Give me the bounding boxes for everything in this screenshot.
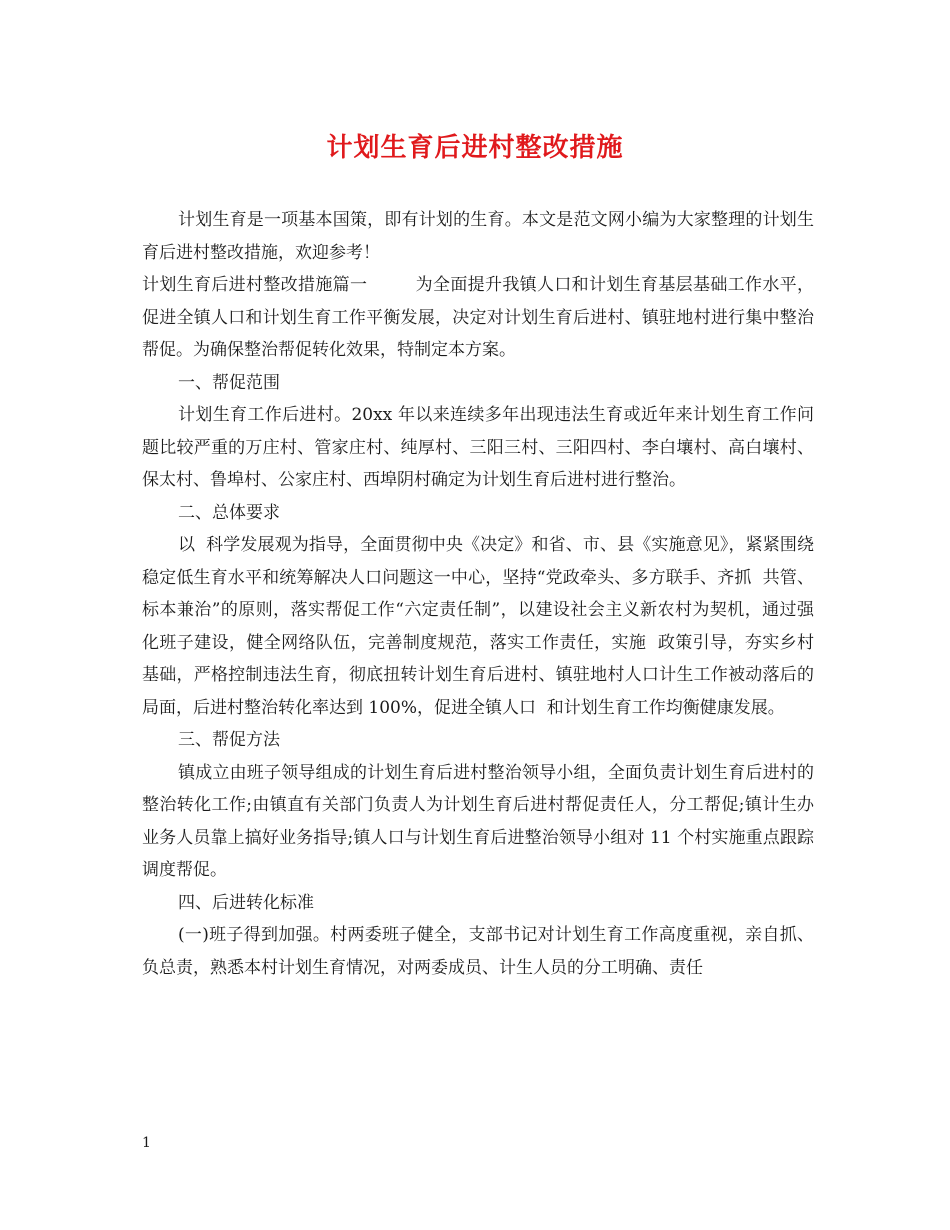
section-heading-requirements: 二、总体要求 [178, 502, 280, 523]
document-body [142, 204, 814, 984]
section-heading-methods: 三、帮促方法 [178, 730, 280, 750]
document-title: 计划生育后进村整改措施 [326, 133, 624, 163]
paragraph-standards: (一)班子得到加强。村两委班子健全，支部书记对计划生育工作高度重视，亲自抓、负总责，熟悉本村计划生育情况，对两委成员、计生人员的分工明确、责任 [142, 925, 814, 978]
paragraph-part-one [142, 269, 814, 367]
paragraph-intro: 计划生育是一项基本国策，即有计划的生育。本文是范文网小编为大家整理的计划生育后进村整改措施，欢迎参考！ [142, 210, 814, 263]
part-one-heading: 计划生育后进村整改措施篇一 [142, 275, 368, 295]
paragraph-methods: 镇成立由班子领导组成的计划生育后进村整治领导小组，全面负责计划生育后进村的整治转化工作;由镇直有关部门负责人为计划生育后进村帮促责任人，分工帮促;镇计生办业务人员靠上搞好业务指导;镇人口与计划生育后进整治领导小组对 11 个村实施重点跟踪调度帮促。 [142, 762, 814, 880]
paragraph-scope: 计划生育工作后进村。20xx 年以来连续多年出现违法生育或近年来计划生育工作问题比较严重的万庄村、管家庄村、纯厚村、三阳三村、三阳四村、李白壤村、高白壤村、保太村、鲁埠村、公家庄村、西埠阴村确定为计划生育后进村进行整治。 [142, 405, 814, 490]
page-number: 1 [142, 1135, 151, 1151]
paragraph-requirements: 以 科学发展观为指导，全面贯彻中央《决定》和省、市、县《实施意见》，紧紧围绕稳定低生育水平和统筹解决人口问题这一中心，坚持“党政牵头、多方联手、齐抓 共管、标本兼治”的原则，落实帮促工作“六定责任制”，以建设社会主义新农村为契机，通过强化班子建设，健全网络队伍，完善制度规范，落实工作责任，实施 政策引导，夯实乡村基础，严格控制违法生育，彻底扭转计划生育后进村、镇驻地村人口计生工作被动落后的局面，后进村整治转化率达到 100%，促进全镇人口 和计划生育工作均衡健康发展。 [142, 535, 814, 718]
part-one-text: 为全面提升我镇人口和计划生育基层基础工作水平，促进全镇人口和计划生育工作平衡发展，决定对计划生育后进村、镇驻地村进行集中整治帮促。为确保整治帮促转化效果，特制定本方案。 [142, 275, 815, 360]
section-heading-standards: 四、后进转化标准 [178, 892, 314, 913]
section-heading-scope: 一、帮促范围 [178, 372, 280, 393]
